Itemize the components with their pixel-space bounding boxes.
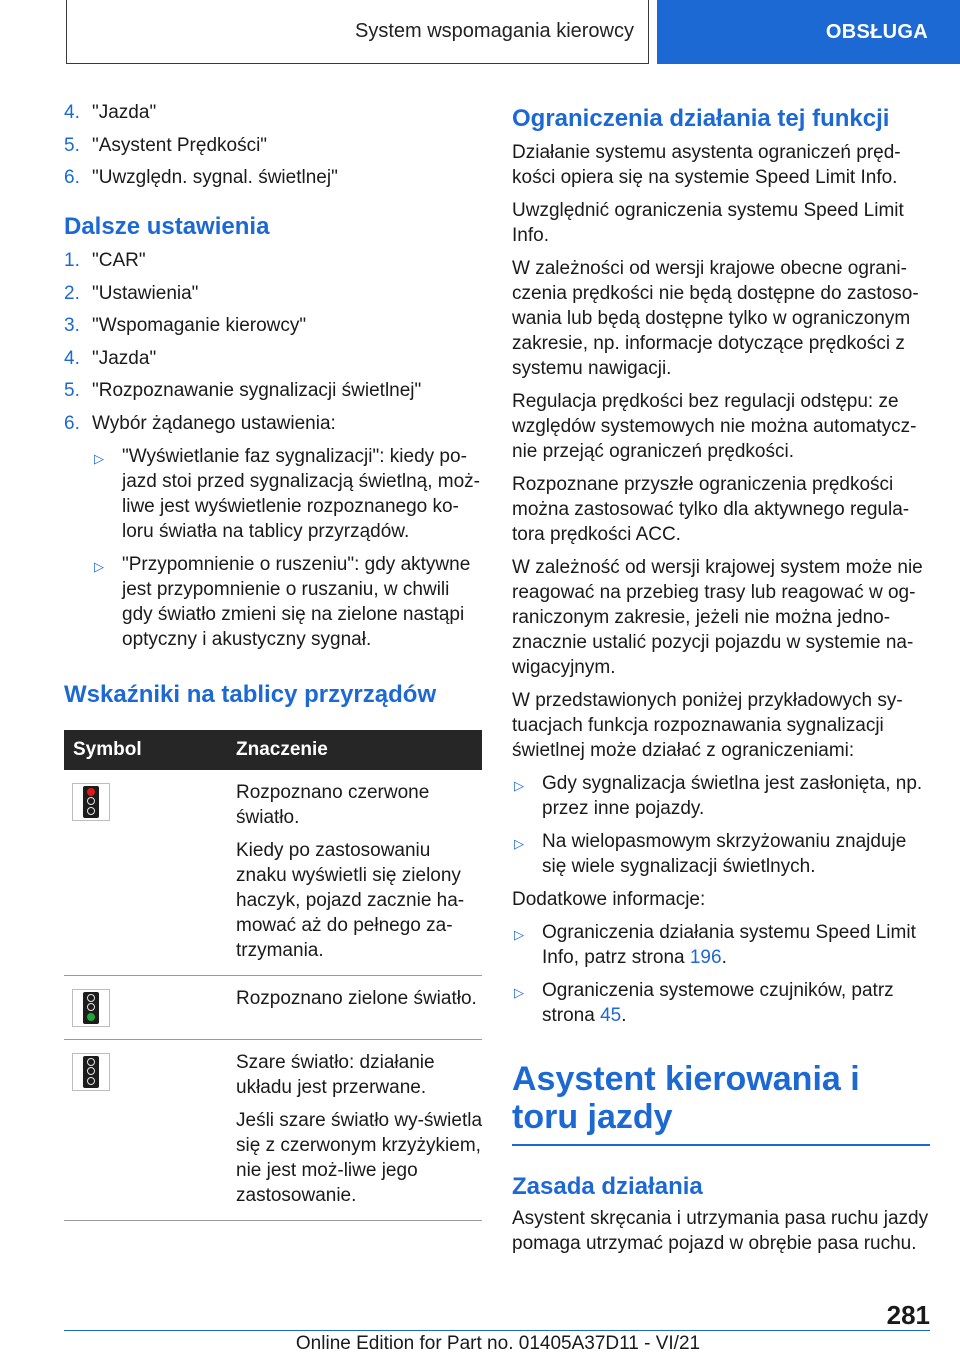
steps-list-jazda [64, 100, 482, 190]
list-item: 6. Wybór żądanego ustawienia: [64, 412, 336, 434]
bullet-triangle-icon: ▷ [514, 836, 524, 851]
bullet-triangle-icon: ▷ [94, 450, 104, 466]
sub-bullet-phase-display: ▷ "Wyświetlanie faz sygnalizacji": kiedy po-jazd stoi przed sygnalizacją świetlną, moż-liwe jest wyświetlenie rozpoznanego ko-loru światła na tablicy przyrządów. [94, 445, 480, 542]
header-chapter-title: System wspomagania kierowcy [355, 20, 634, 42]
header-chapter-box [66, 0, 649, 64]
paragraph: Uwzględnić ograniczenia systemu Speed Limit Info. [512, 200, 904, 246]
indicator-table [64, 730, 482, 1221]
list-item: 1. "CAR" [64, 250, 146, 271]
heading-zasada-dzialania: Zasada działania [512, 1172, 703, 1200]
list-item: 5. "Rozpoznawanie sygnalizacji świetlnej" [64, 380, 422, 401]
page-link-45[interactable]: 45 [600, 1005, 622, 1026]
paragraph: W zależność od wersji krajowej system może nie reagować na przebieg trasy lub reagować w og-raniczonym zakresie, jeżeli nie można jedno-znacznie ustalić pozycji pojazdu w systemie na-wigacyjnym. [512, 557, 923, 678]
traffic-light-green-icon [72, 989, 110, 1027]
right-column [512, 100, 930, 1256]
sub-bullet-start-reminder: ▷ "Przypomnienie o ruszeniu": gdy aktywne jest przypomnienie o ruszaniu, w chwili gdy światło zmieni się na zielone nastąpi optyczny i akustyczny sygnał. [94, 553, 471, 650]
meaning-text: Rozpoznano zielone światło. [236, 987, 477, 1009]
meaning-text: Jeśli szare światło wy-świetla się z czerwonym krzyżykiem, nie jest moż-liwe jego zastosowanie. [236, 1109, 483, 1206]
footer-divider [64, 1330, 930, 1331]
traffic-light-gray-icon [72, 1053, 110, 1091]
bullet-speed-limit-info: ▷ Ograniczenia działania systemu Speed Limit Info, patrz strona 196. [514, 922, 916, 968]
heading-dalsze-ustawienia: Dalsze ustawienia [64, 213, 270, 240]
bullet-multilane: ▷ Na wielopasmowym skrzyżowaniu znajduje się wiele sygnalizacji świetlnych. [514, 831, 907, 877]
paragraph: Regulacja prędkości bez regulacji odstępu: ze względów systemowych nie można automatycz-nie przejąć ograniczeń prędkości. [512, 391, 917, 462]
bullet-triangle-icon: ▷ [514, 778, 524, 793]
lamp-off [87, 994, 95, 1002]
header-section-tab [657, 0, 960, 64]
bullet-triangle-icon: ▷ [514, 985, 524, 1000]
lamp-off [87, 1003, 95, 1011]
column-header-meaning: Znaczenie [236, 738, 328, 760]
heading-underline [512, 1144, 930, 1146]
table-row [64, 1040, 482, 1221]
paragraph-additional-info: Dodatkowe informacje: [512, 889, 706, 910]
lamp-off [87, 1077, 95, 1085]
meaning-text: Kiedy po zastosowaniu znaku wyświetli się zielony haczyk, pojazd zacznie ha-mować aż do pełnego za-trzymania. [236, 839, 465, 961]
lamp-off [87, 1058, 95, 1066]
bullet-triangle-icon: ▷ [514, 927, 524, 942]
paragraph: Asystent skręcania i utrzymania pasa ruchu jazdy pomaga utrzymać pojazd w obrębie pasa ruchu. [512, 1207, 929, 1254]
heading-asystent-kierowania: Asystent kierowania i toru jazdy [512, 1060, 860, 1136]
heading-ograniczenia: Ograniczenia działania tej funkcji [512, 105, 890, 132]
page-link-196[interactable]: 196 [689, 947, 722, 968]
list-item: 3. "Wspomaganie kierowcy" [64, 315, 307, 336]
meaning-text: Szare światło: działanie układu jest przerwane. [236, 1051, 435, 1098]
lamp-red [87, 788, 95, 796]
paragraph: W przedstawionych poniżej przykładowych sy-tuacjach funkcja rozpoznawania sygnalizacji świetlnej może działać z ograniczeniami: [512, 690, 903, 761]
steps-list-settings [64, 248, 482, 436]
lamp-green [87, 1013, 95, 1021]
lamp-off [87, 1067, 95, 1075]
list-item: 4. "Jazda" [64, 102, 157, 123]
list-item: 4. "Jazda" [64, 347, 157, 369]
table-header [64, 730, 482, 770]
page-number: 281 [886, 1300, 930, 1330]
footer-edition: Online Edition for Part no. 01405A37D11 - VI/21 [295, 1333, 701, 1354]
lamp-off [87, 797, 95, 805]
heading-wskazniki: Wskaźniki na tablicy przyrządów [64, 680, 437, 708]
left-column [64, 100, 482, 1221]
traffic-light-red-icon [72, 783, 110, 821]
paragraph: Rozpoznane przyszłe ograniczenia prędkości można zastosować tylko dla aktywnego regula-tora prędkości ACC. [512, 474, 910, 545]
column-header-symbol: Symbol [73, 738, 142, 760]
paragraph: W zależności od wersji krajowe obecne ograni-czenia prędkości nie będą dostępne do zastoso-wania lub będą dostępne tylko w ograniczonym zakresie, np. informacje dotyczące prędkości z systemu nawigacji. [512, 258, 919, 379]
list-item: 6. "Uwzględn. sygnal. świetlnej" [64, 167, 338, 188]
paragraph: Działanie systemu asystenta ograniczeń pręd-kości opiera się na systemie Speed Limit Info. [512, 142, 901, 188]
bullet-sensor-limits: ▷ Ograniczenia systemowe czujników, patrz strona 45. [514, 980, 894, 1026]
table-row [64, 976, 482, 1040]
list-item: 5. "Asystent Prędkości" [64, 134, 268, 156]
bullet-triangle-icon: ▷ [94, 558, 104, 574]
lamp-off [87, 807, 95, 815]
meaning-text: Rozpoznano czerwone światło. [236, 781, 430, 828]
header-section-title: OBSŁUGA [825, 20, 928, 43]
table-row [64, 770, 482, 976]
list-item: 2. "Ustawienia" [64, 282, 199, 304]
bullet-obscured: ▷ Gdy sygnalizacja świetlna jest zasłonięta, np. przez inne pojazdy. [514, 773, 923, 819]
